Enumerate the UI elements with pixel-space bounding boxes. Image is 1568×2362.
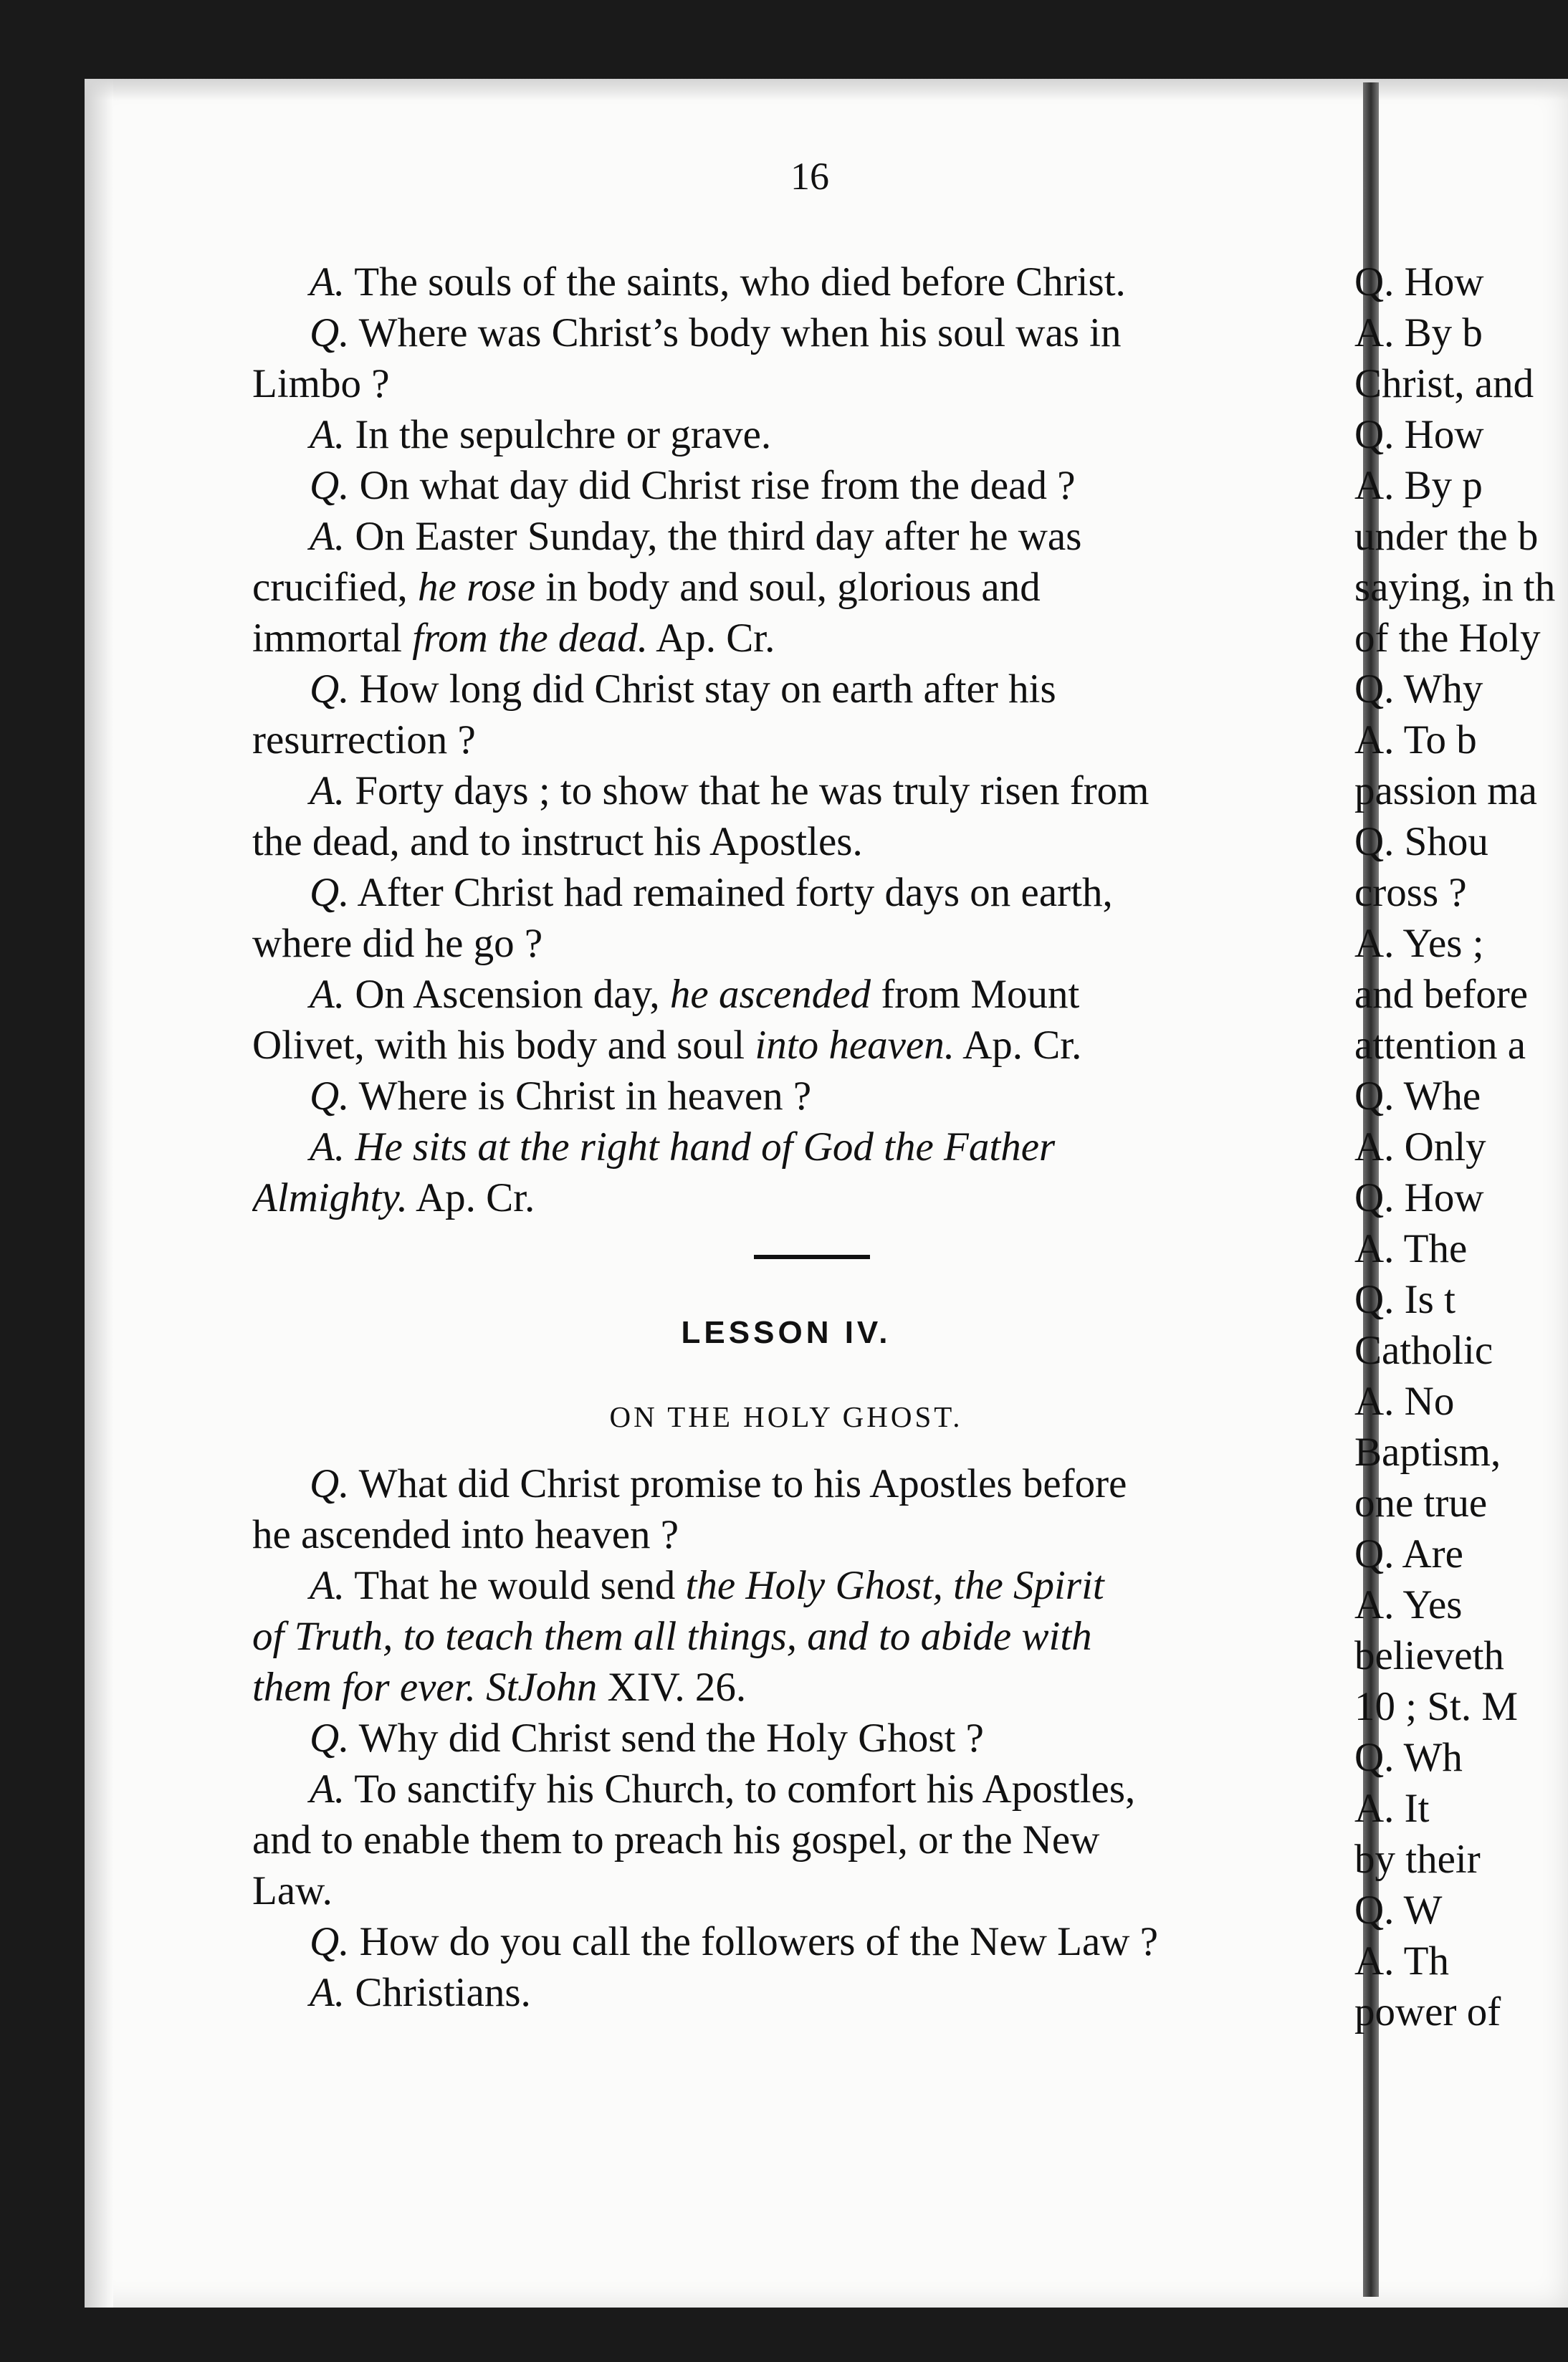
facing-page-line: A. It	[1354, 1786, 1430, 1831]
lesson-subtitle: ON THE HOLY GHOST.	[609, 1400, 963, 1433]
facing-page-line: Q. Are	[1354, 1531, 1463, 1577]
text-run: Forty days ; to show that he was truly risen from	[345, 768, 1149, 813]
text-line	[252, 765, 1363, 816]
text-line	[252, 1560, 1363, 1611]
facing-page-line: A. Th	[1354, 1938, 1449, 1984]
text-run: On what day did Christ rise from the dead ?	[349, 463, 1076, 508]
facing-page-line: under the b	[1354, 514, 1539, 559]
facing-page-line: and before	[1354, 972, 1529, 1017]
text-run: in body and soul, glorious and	[535, 565, 1041, 610]
facing-page-line: A. By b	[1354, 310, 1483, 355]
italic-phrase: of Truth, to teach them all things, and to abide with	[252, 1614, 1092, 1659]
facing-page-line: Q. How	[1354, 1175, 1484, 1220]
text-run: Ap. Cr.	[954, 1023, 1082, 1068]
qa-label: Q.	[310, 1074, 350, 1119]
qa-label: Q.	[310, 310, 350, 355]
text-run: crucified,	[252, 565, 419, 610]
facing-page-line: Q. Whe	[1354, 1074, 1481, 1119]
italic-phrase: from the dead.	[412, 616, 648, 661]
facing-page-line: A. To b	[1354, 717, 1477, 762]
text-run: Where was Christ’s body when his soul was in	[349, 310, 1122, 355]
text-run: In the sepulchre or grave.	[345, 412, 772, 457]
text-line	[252, 1122, 1363, 1172]
text-line	[252, 1967, 1363, 2018]
text-line	[252, 816, 1363, 867]
text-run: Why did Christ send the Holy Ghost ?	[349, 1716, 984, 1761]
facing-page-line: A. Yes	[1354, 1582, 1463, 1627]
facing-page-line: A. Yes ;	[1354, 921, 1484, 966]
text-line	[252, 664, 1363, 714]
facing-page-line: Q. Why	[1354, 666, 1483, 712]
text-line	[252, 867, 1363, 918]
text-line	[252, 1458, 1363, 1509]
text-line	[252, 1764, 1363, 1814]
text-line	[252, 1814, 1363, 1865]
qa-label: A.	[310, 1124, 345, 1170]
page-edge-shadow	[85, 79, 113, 2308]
facing-page-line: Q. W	[1354, 1888, 1443, 1933]
text-run: Limbo ?	[252, 361, 390, 406]
italic-phrase: he ascended	[669, 972, 871, 1017]
lesson-title: LESSON IV.	[681, 1315, 891, 1350]
facing-page-line: Q. How	[1354, 259, 1484, 305]
divider-rule	[754, 1255, 870, 1259]
qa-label: A.	[310, 514, 345, 559]
qa-label: Q.	[310, 666, 350, 712]
text-line	[252, 1071, 1363, 1122]
qa-label: A.	[310, 972, 345, 1017]
text-run: where did he go ?	[252, 921, 543, 966]
facing-page-line: Q. Is t	[1354, 1277, 1455, 1322]
text-run: That he would send	[345, 1563, 686, 1608]
main-text-block	[252, 257, 1363, 1223]
text-line	[252, 969, 1363, 1020]
facing-page-line: of the Holy	[1354, 616, 1541, 661]
page-number: 16	[790, 155, 829, 198]
section-divider	[252, 1223, 1363, 1308]
facing-page-line: one true	[1354, 1481, 1488, 1526]
qa-label: Q.	[310, 1461, 350, 1506]
qa-label: Q.	[310, 1919, 350, 1964]
text-run: How do you call the followers of the New Law ?	[349, 1919, 1159, 1964]
facing-page-line: Q. How	[1354, 412, 1484, 457]
text-run: Christians.	[345, 1970, 531, 2015]
text-line	[252, 1662, 1363, 1713]
text-run: On Easter Sunday, the third day after he was	[345, 514, 1082, 559]
facing-page-line: Catholic	[1354, 1328, 1493, 1373]
text-line	[252, 714, 1363, 765]
facing-page-line: 10 ; St. M	[1354, 1684, 1519, 1729]
facing-page-line: saying, in th	[1354, 565, 1556, 610]
qa-label: A.	[310, 1766, 345, 1812]
text-run: Where is Christ in heaven ?	[349, 1074, 812, 1119]
qa-label: A.	[310, 768, 345, 813]
text-line	[252, 511, 1363, 562]
facing-page-line: A. The	[1354, 1226, 1468, 1271]
qa-label: A.	[310, 1563, 345, 1608]
facing-page-line: A. Only	[1354, 1124, 1486, 1170]
facing-page-line: cross ?	[1354, 870, 1467, 915]
text-run: On Ascension day,	[345, 972, 670, 1017]
facing-page-line: by their	[1354, 1837, 1481, 1882]
text-line	[252, 1916, 1363, 1967]
italic-phrase: Almighty.	[252, 1175, 408, 1220]
text-line	[252, 358, 1363, 409]
italic-phrase: the Holy Ghost, the Spirit	[685, 1563, 1104, 1608]
text-line	[252, 307, 1363, 358]
qa-label: A.	[310, 412, 345, 457]
page-text-column	[252, 257, 1363, 2018]
italic-phrase: he rose	[418, 565, 536, 610]
text-run: How long did Christ stay on earth after his	[349, 666, 1056, 712]
text-run: XIV. 26.	[597, 1665, 747, 1710]
lesson-text-block	[252, 1458, 1363, 2018]
facing-page-fragment	[1354, 257, 1568, 2037]
text-run: After Christ had remained forty days on earth,	[349, 870, 1113, 915]
text-run: Law.	[252, 1868, 333, 1913]
text-run: he ascended into heaven ?	[252, 1512, 679, 1557]
text-line	[252, 1865, 1363, 1916]
italic-phrase: He sits at the right hand of God the Father	[355, 1124, 1056, 1170]
text-run: To sanctify his Church, to comfort his Apostles,	[345, 1766, 1136, 1812]
facing-page-line: passion ma	[1354, 768, 1537, 813]
text-run: resurrection ?	[252, 717, 476, 762]
qa-label: Q.	[310, 463, 350, 508]
qa-label: Q.	[310, 1716, 350, 1761]
italic-phrase: into heaven.	[755, 1023, 955, 1068]
text-line	[252, 562, 1363, 613]
text-run: Ap. Cr.	[647, 616, 775, 661]
text-line	[252, 1611, 1363, 1662]
text-line	[252, 1172, 1363, 1223]
text-line	[252, 1713, 1363, 1764]
facing-page-line: believeth	[1354, 1633, 1504, 1678]
facing-page-line: attention a	[1354, 1023, 1526, 1068]
text-line	[252, 460, 1363, 511]
text-line	[252, 409, 1363, 460]
text-run: The souls of the saints, who died before Christ.	[345, 259, 1126, 305]
text-line	[252, 1020, 1363, 1071]
text-run: from Mount	[871, 972, 1080, 1017]
text-run: Ap. Cr.	[407, 1175, 535, 1220]
qa-label: A.	[310, 1970, 345, 2015]
italic-phrase: them for ever. StJohn	[252, 1665, 598, 1710]
facing-page-line: Q. Wh	[1354, 1735, 1463, 1780]
facing-page-line: A. By p	[1354, 463, 1483, 508]
text-run: Olivet, with his body and soul	[252, 1023, 755, 1068]
text-line	[252, 257, 1363, 307]
qa-label: A.	[310, 259, 345, 305]
text-line	[252, 1509, 1363, 1560]
facing-page-line: A. No	[1354, 1379, 1455, 1424]
qa-label: Q.	[310, 870, 350, 915]
text-run	[345, 1124, 355, 1170]
facing-page-line: Baptism,	[1354, 1430, 1501, 1475]
facing-page-line: Christ, and	[1354, 361, 1534, 406]
text-run: and to enable them to preach his gospel, or the New	[252, 1817, 1100, 1863]
facing-page-line: power of	[1354, 1989, 1501, 2035]
text-run: immortal	[252, 616, 413, 661]
facing-page-line: Q. Shou	[1354, 819, 1488, 864]
text-run: What did Christ promise to his Apostles before	[349, 1461, 1127, 1506]
text-run: the dead, and to instruct his Apostles.	[252, 819, 863, 864]
text-line	[252, 918, 1363, 969]
page-top-shadow	[85, 79, 1568, 100]
text-line	[252, 613, 1363, 664]
